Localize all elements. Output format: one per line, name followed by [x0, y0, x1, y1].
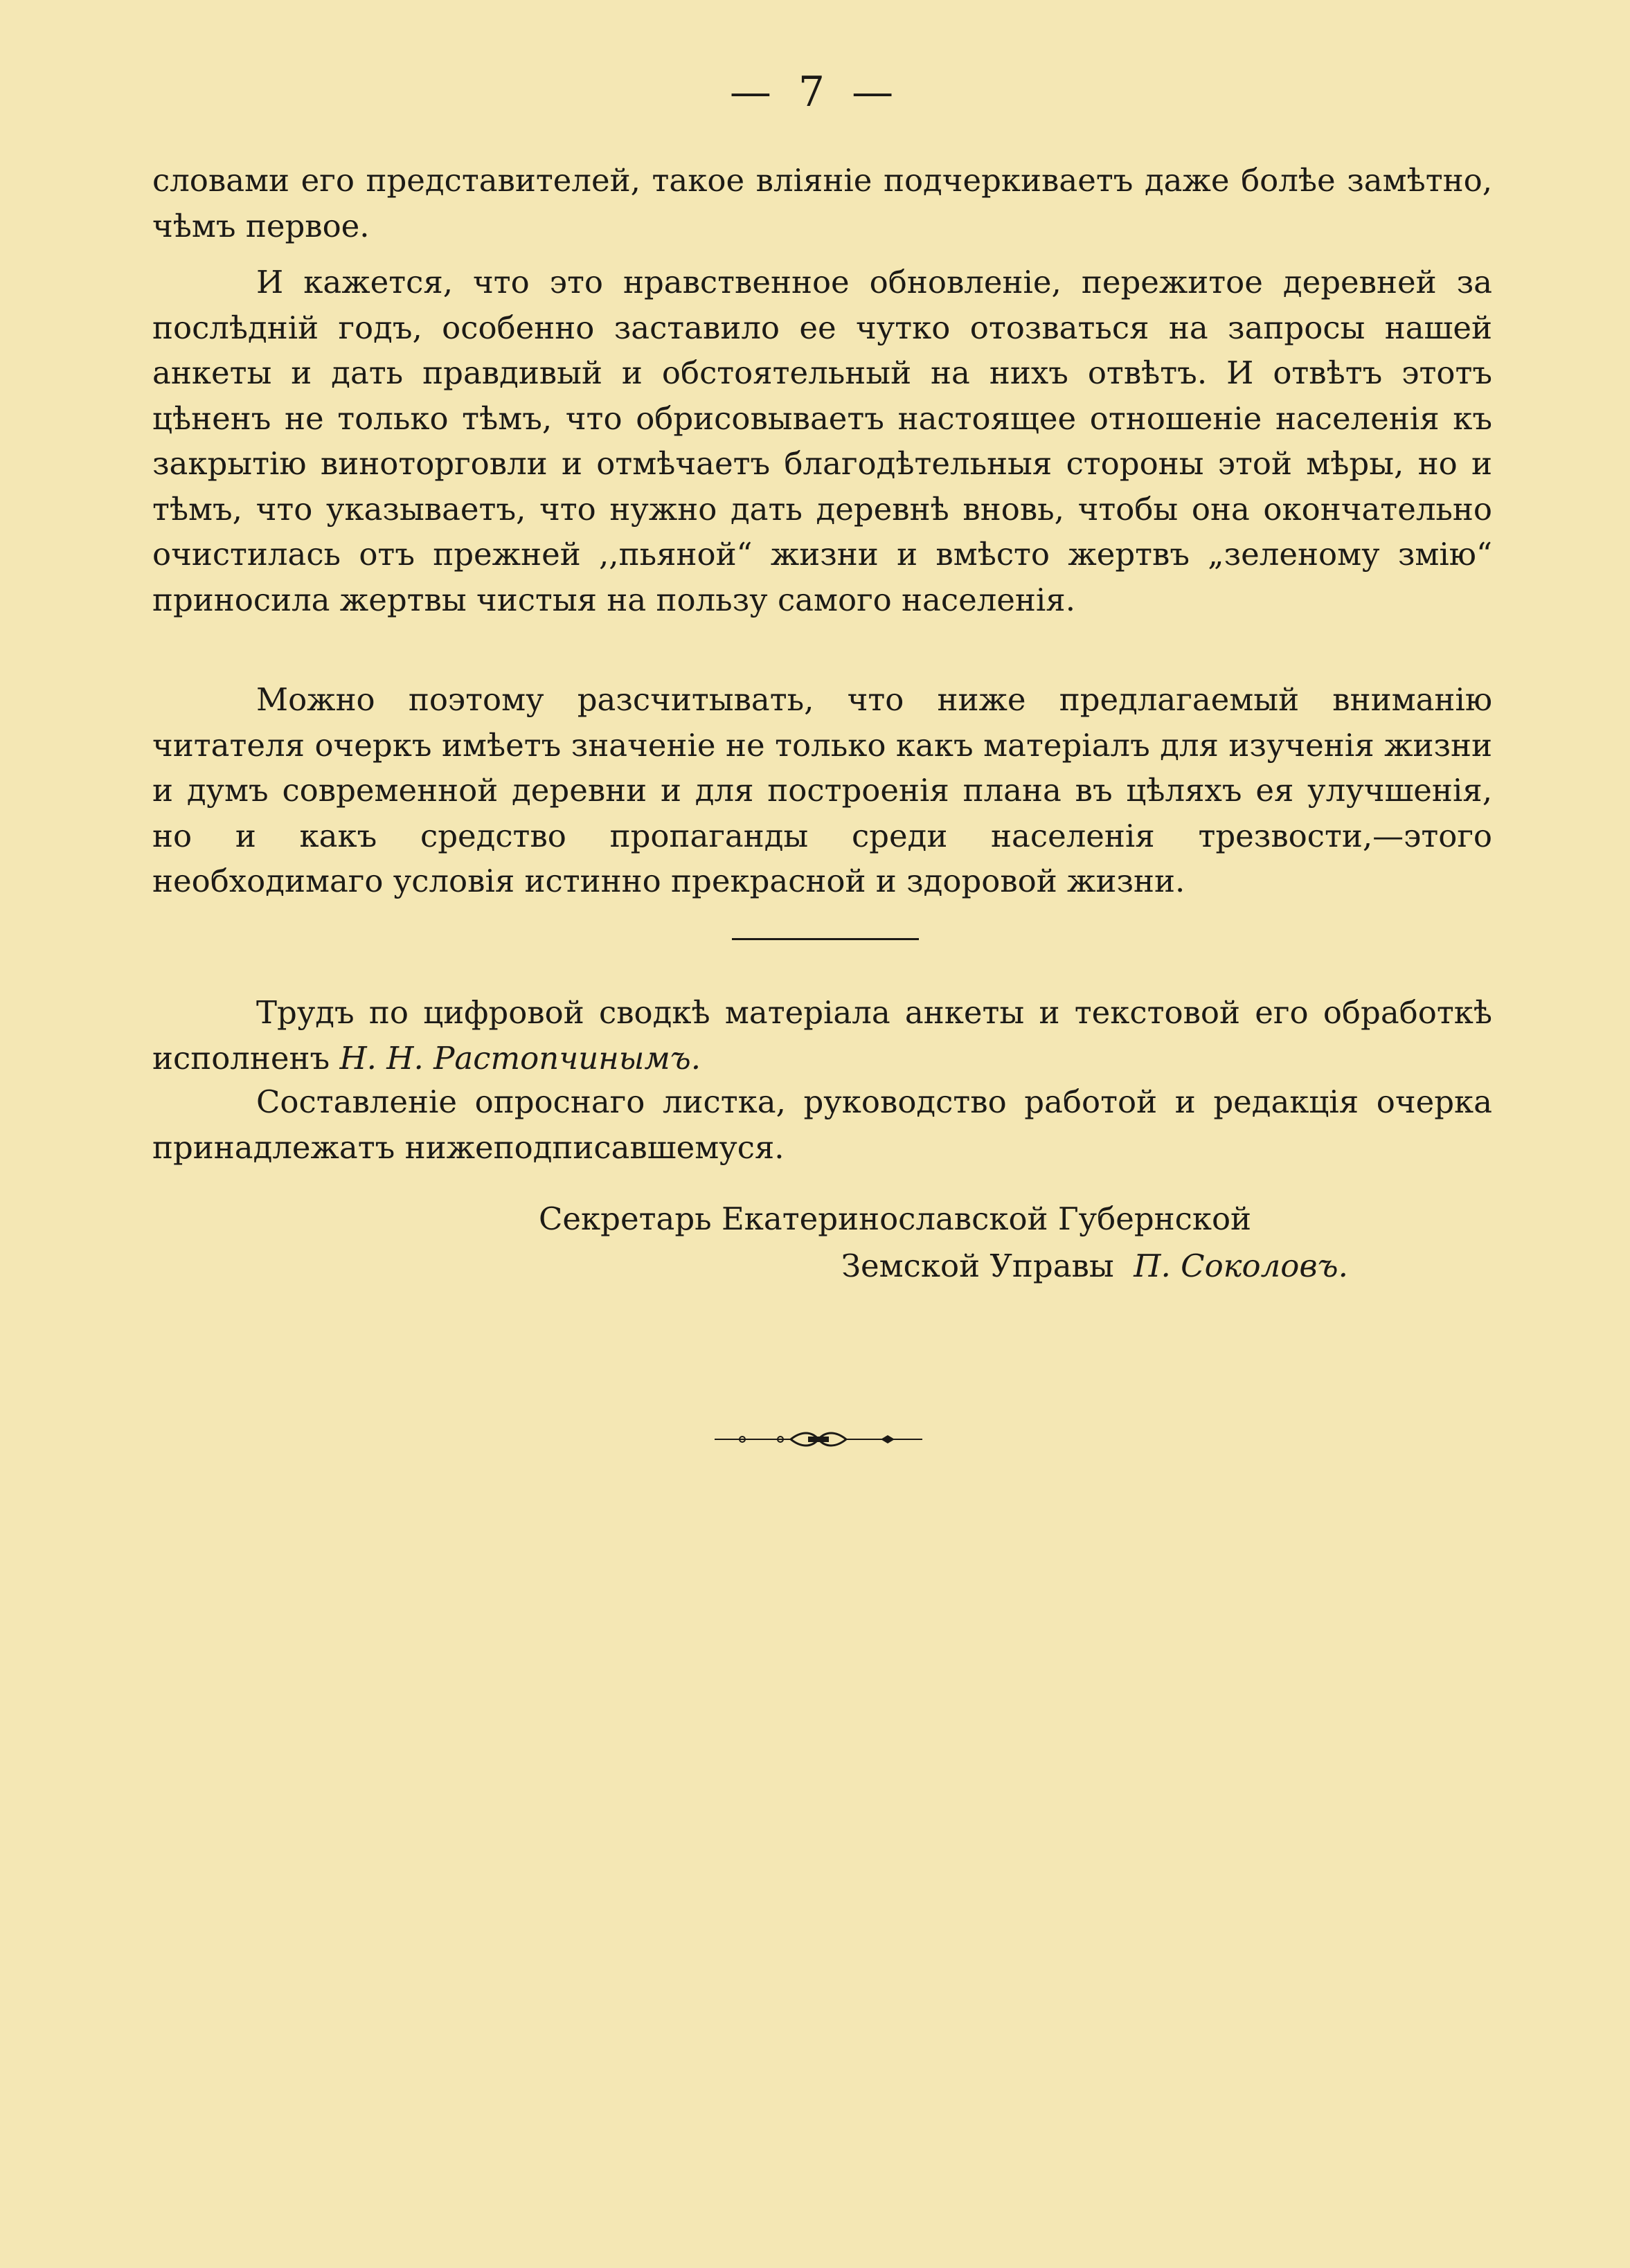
credits-work-author: Н. Н. Растопчинымъ.	[339, 1039, 701, 1077]
credits-work-text: Трудъ по цифровой сводкѣ матеріала анкеты и текстовой его обработкѣ исполненъ	[152, 994, 1492, 1077]
paragraph-essay-significance: Можно поэтому разсчитывать, что ниже предлагаемый вниманію читателя очеркъ имѣетъ значеніе не только какъ матеріалъ для изученія жизни и думъ современной деревни и для построенія плана въ цѣляхъ ея улучшенія, но и какъ средство пропаганды среди населенія трезвости,—этого необходимаго условія истинно прекрасной и здоровой жизни.	[152, 681, 1492, 899]
signature-office: Земской Управы	[841, 1248, 1114, 1284]
page-number: — 7 —	[729, 68, 901, 116]
signature-name: П. Соколовъ.	[1134, 1248, 1348, 1284]
paragraph-credits-work	[152, 990, 1492, 1081]
paragraph-continuation: словами его представителей, такое вліяніе подчеркиваетъ даже болѣе замѣтно, чѣмъ первое.	[152, 162, 1492, 244]
paragraph-moral-renewal: И кажется, что это нравственное обновленіе, пережитое деревней за послѣдній годъ, особенно заставило ее чутко отозваться на запросы нашей анкеты и дать правдивый и обстоятельный на нихъ отвѣтъ. И отвѣтъ этотъ цѣненъ не только тѣмъ, что обрисовываетъ настоящее отношеніе населенія къ закрытію виноторговли и отмѣчаетъ благодѣтельныя стороны этой мѣры, но и тѣмъ, что указываетъ, что нужно дать деревнѣ вновь, чтобы она окончательно очистилась отъ прежней ,,пьяной“ жизни и вмѣсто жертвъ „зеленому змію“ приносила жертвы чистыя на пользу самого населенія.	[152, 264, 1492, 618]
signature-name-line	[841, 1243, 1348, 1289]
end-ornament-icon	[715, 1429, 922, 1450]
section-divider	[732, 938, 919, 940]
signature-title-line: Секретарь Екатеринославской Губернской	[539, 1200, 1252, 1237]
paragraph-credits-editing: Составленіе опроснаго листка, руководство работой и редакція очерка принадлежатъ нижеподписавшемуся.	[152, 1083, 1492, 1166]
